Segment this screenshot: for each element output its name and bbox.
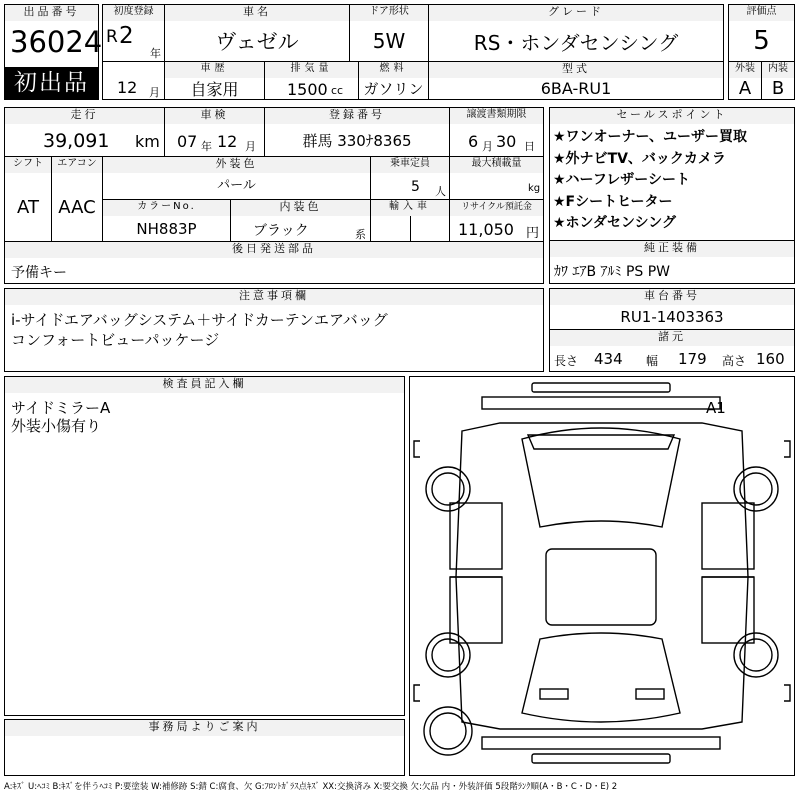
inspection-year-unit: 年: [201, 140, 212, 153]
car-name-box: [164, 4, 350, 62]
interior-box: [761, 61, 795, 100]
office-label: 事務局よりご案内: [5, 720, 404, 736]
displacement-label: 排気量: [265, 62, 358, 78]
color-no-label: カラーNo.: [103, 200, 230, 216]
capacity: 5: [411, 179, 420, 195]
import-box: [370, 199, 450, 242]
genuine-label: 純正装備: [550, 241, 794, 257]
car-diagram: [410, 377, 794, 775]
body-outline: [456, 423, 748, 729]
transfer-label: 譲渡書類期限: [450, 108, 543, 124]
bracket-front-right: [784, 441, 790, 457]
ext-color: パール: [217, 177, 256, 193]
fuel-box: [358, 61, 429, 100]
chassis-label: 車台番号: [550, 289, 794, 305]
displacement-box: [264, 61, 359, 100]
inspector-line-1: サイドミラーA: [11, 399, 111, 417]
tail-light-right: [636, 689, 664, 699]
plate-number: 群馬 330ﾅ8365: [302, 131, 412, 150]
recycle-box: [449, 199, 544, 242]
door-type: 5W: [372, 29, 406, 53]
model-box: [428, 61, 724, 100]
color-no-box: [102, 199, 231, 242]
notes-label: 注意事項欄: [5, 289, 543, 305]
windshield: [528, 435, 674, 449]
front-bumper-top: [532, 383, 670, 392]
spec-box: [549, 329, 795, 372]
width: 179: [678, 350, 707, 368]
month-unit: 月: [149, 86, 160, 99]
hood: [522, 428, 680, 527]
transfer-box: [449, 107, 544, 157]
height: 160: [756, 350, 785, 368]
office-box: [4, 719, 405, 776]
ext-color-box: [102, 156, 371, 200]
car-name: ヴェゼル: [215, 30, 299, 54]
history-box: [164, 61, 265, 100]
rear-bumper-bottom: [532, 754, 670, 763]
mileage-unit: km: [135, 132, 160, 151]
first-listing-badge: 初出品: [5, 67, 98, 99]
sales-point-item: ★外ナビTV、バックカメラ: [553, 150, 726, 167]
inspector-line-2: 外装小傷有り: [11, 417, 102, 435]
inspector-label: 検査員記入欄: [5, 377, 404, 393]
damage-legend: A:ｷｽﾞ U:ﾍｺﾐ B:ｷｽﾞを伴うﾍｺﾐ P:要塗装 W:補修跡 S:錆 C:腐食、欠 G:ﾌﾛﾝﾄｶﾞﾗｽ点ｷｽﾞ XX:交換済み X:要交換 欠:欠品 内・外装評価 5段階ﾗﾝｸ順(A・B・C・D・E) 2: [4, 782, 618, 792]
chassis-number: RU1-1403363: [620, 308, 724, 326]
capacity-box: [370, 156, 450, 200]
tail-light-left: [540, 689, 568, 699]
int-color: ブラック: [253, 223, 309, 239]
score: 5: [753, 26, 770, 56]
score-box: [728, 4, 795, 62]
shift-box: [4, 156, 52, 242]
mileage: 39,091: [43, 130, 110, 152]
bracket-rear-left: [414, 685, 420, 701]
exterior-grade: A: [738, 78, 752, 99]
rear-bumper: [482, 737, 720, 749]
transfer-month-unit: 月: [482, 140, 493, 153]
exterior-label: 外装: [729, 62, 761, 78]
bracket-rear-right: [784, 685, 790, 701]
aircon-label: エアコン: [52, 157, 102, 173]
recycle-amount: 11,050: [458, 220, 514, 239]
model-label: 型式: [429, 62, 723, 78]
bracket-front-left: [414, 441, 420, 457]
aircon-box: [51, 156, 103, 242]
chassis-box: [549, 288, 795, 330]
sales-point-item: ★ホンダセンシング: [553, 215, 677, 231]
import-label: 輸入車: [371, 200, 449, 216]
inspection-label: 車検: [165, 108, 264, 124]
diagram-mark: A1: [706, 399, 726, 417]
import-divider: [410, 216, 411, 241]
mileage-box: [4, 107, 165, 157]
car-diagram-box: [409, 376, 795, 776]
mileage-label: 走行: [5, 108, 164, 124]
genuine-equipment: ｶﾜ ｴｱB ｱﾙﾐ PS PW: [554, 264, 671, 280]
front-bumper: [482, 397, 720, 409]
model: 6BA-RU1: [540, 79, 612, 98]
shift: AT: [17, 196, 39, 218]
grade: RS・ホンダセンシング: [473, 30, 679, 55]
inspection-box: [164, 107, 265, 157]
interior-label: 内装: [762, 62, 794, 78]
capacity-unit: 人: [435, 185, 446, 198]
transfer-day-unit: 日: [524, 140, 535, 153]
trunk: [522, 633, 680, 722]
plate-box: [264, 107, 450, 157]
sales-point-item: ★ハーフレザーシート: [553, 172, 691, 188]
car-name-label: 車名: [165, 5, 349, 21]
width-label: 幅: [646, 354, 659, 368]
sales-points-box: [549, 107, 795, 241]
inspection-month-unit: 月: [245, 140, 256, 153]
notes-box: [4, 288, 544, 372]
inspection-month: 12: [217, 132, 238, 151]
transfer-month: 6: [468, 132, 479, 151]
load-box: [449, 156, 544, 200]
month-box: [102, 61, 165, 100]
notes-line-1: i-サイドエアバッグシステム＋サイドカーテンエアバッグ: [11, 311, 388, 329]
length: 434: [594, 350, 623, 368]
fuel: ガソリン: [363, 80, 424, 98]
fuel-label: 燃料: [359, 62, 428, 78]
int-color-box: [230, 199, 371, 242]
exterior-box: [728, 61, 762, 100]
plate-label: 登録番号: [265, 108, 449, 124]
lot-number-box: [4, 4, 103, 100]
score-label: 評価点: [729, 5, 794, 21]
sales-points-list: [550, 124, 794, 235]
notes-line-2: コンフォートビューパッケージ: [11, 331, 220, 349]
year-unit: 年: [150, 47, 161, 60]
door-label: ドア形状: [350, 5, 428, 21]
later-parts: 予備キー: [11, 265, 67, 281]
shift-label: シフト: [5, 157, 51, 173]
first-registration-box: [102, 4, 165, 62]
recycle-label: リサイクル預託金: [450, 200, 543, 216]
lot-number-label: 出品番号: [5, 5, 98, 21]
genuine-box: [549, 240, 795, 284]
sales-point-item: ★ワンオーナー、ユーザー買取: [553, 129, 747, 145]
roof: [546, 549, 656, 625]
first-registration-label: 初度登録: [103, 5, 164, 21]
registration-month: 12: [117, 78, 138, 97]
later-parts-label: 後日発送部品: [5, 242, 543, 258]
load-unit: kg: [528, 183, 541, 194]
history: 自家用: [190, 80, 239, 99]
capacity-label: 乗車定員: [371, 157, 449, 173]
displacement-unit: cc: [331, 84, 344, 97]
ext-color-label: 外装色: [103, 157, 370, 173]
grade-label: グレード: [429, 5, 723, 21]
transfer-day: 30: [496, 132, 517, 151]
spec-label: 諸元: [550, 330, 794, 346]
height-label: 高さ: [722, 354, 747, 368]
later-parts-box: [4, 241, 544, 284]
length-label: 長さ: [554, 354, 579, 368]
grade-box: [428, 4, 724, 62]
era-letter: R: [106, 27, 118, 47]
era-year: 2: [119, 23, 134, 49]
displacement: 1500: [287, 80, 328, 99]
int-color-label: 内装色: [231, 200, 370, 216]
door-box: [349, 4, 429, 62]
sales-points-label: セールスポイント: [550, 108, 794, 124]
lot-number: 36024: [10, 25, 103, 59]
aircon: AAC: [58, 196, 96, 218]
history-label: 車歴: [165, 62, 264, 78]
interior-grade: B: [771, 78, 785, 99]
load-label: 最大積載量: [450, 157, 543, 173]
color-no: NH883P: [136, 219, 197, 238]
sales-point-item: ★Fシートヒーター: [553, 193, 673, 210]
spare-tire: [424, 707, 472, 755]
inspector-box: [4, 376, 405, 716]
inspection-year: 07: [177, 132, 198, 151]
int-color-suffix: 系: [355, 228, 366, 241]
recycle-unit: 円: [526, 226, 540, 241]
